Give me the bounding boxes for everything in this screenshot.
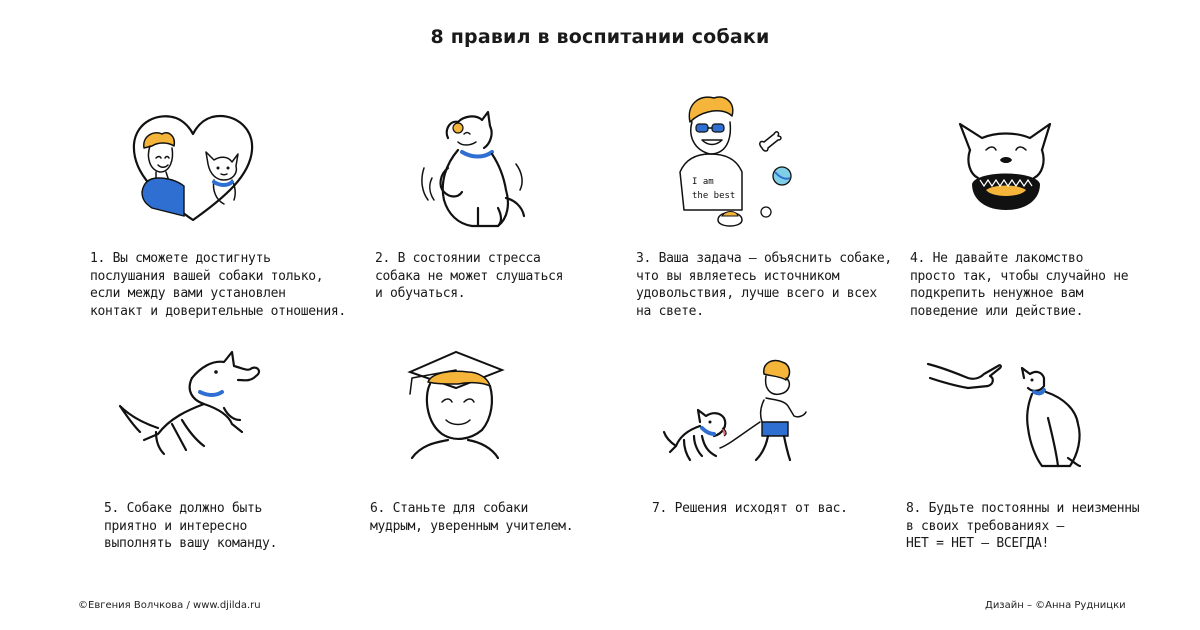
- jumping-dog-icon: [116, 350, 276, 464]
- rule-5-text: 5. Собаке должно быть приятно и интересно выполнять вашу команду.: [104, 501, 278, 551]
- shirt-text-2: the best: [692, 191, 736, 201]
- shirt-text-1: I am: [692, 177, 714, 187]
- barking-dog-icon: [956, 120, 1056, 216]
- rule-2-text: 2. В состоянии стресса собака не может слушаться и обучаться.: [375, 251, 564, 301]
- rule-8-text: 8. Будьте постоянны и неизменны в своих требованиях – НЕТ = НЕТ – ВСЕГДА!: [906, 501, 1140, 551]
- rule-7-text: 7. Решения исходят от вас.: [652, 501, 848, 516]
- rule-3-text: 3. Ваша задача – объяснить собаке, что вы являетесь источником удовольствия, лучше всего и всех на свете.: [636, 251, 892, 319]
- footer-credit-left: ©Евгения Волчкова / www.djilda.ru: [78, 600, 261, 611]
- footer-credit-right: Дизайн – ©Анна Рудницки: [985, 600, 1126, 611]
- rule-4-text: 4. Не давайте лакомство просто так, чтобы случайно не подкрепить ненужное вам поведение или действие.: [910, 251, 1129, 319]
- graduate-cap-icon: [402, 348, 506, 462]
- page-title: 8 правил в воспитании собаки: [430, 26, 770, 48]
- rule-1-text: 1. Вы сможете достигнуть послушания вашей собаки только, если между вами установлен контакт и доверительные отношения.: [90, 251, 346, 319]
- boy-walking-dog-icon: [664, 356, 820, 464]
- rule-6-text: 6. Станьте для собаки мудрым, уверенным учителем.: [370, 501, 574, 534]
- hand-pointing-dog-icon: [928, 358, 1088, 470]
- heart-owner-dog-icon: [128, 108, 258, 228]
- scratching-dog-icon: [418, 108, 528, 236]
- owner-with-treats-icon: [680, 92, 810, 236]
